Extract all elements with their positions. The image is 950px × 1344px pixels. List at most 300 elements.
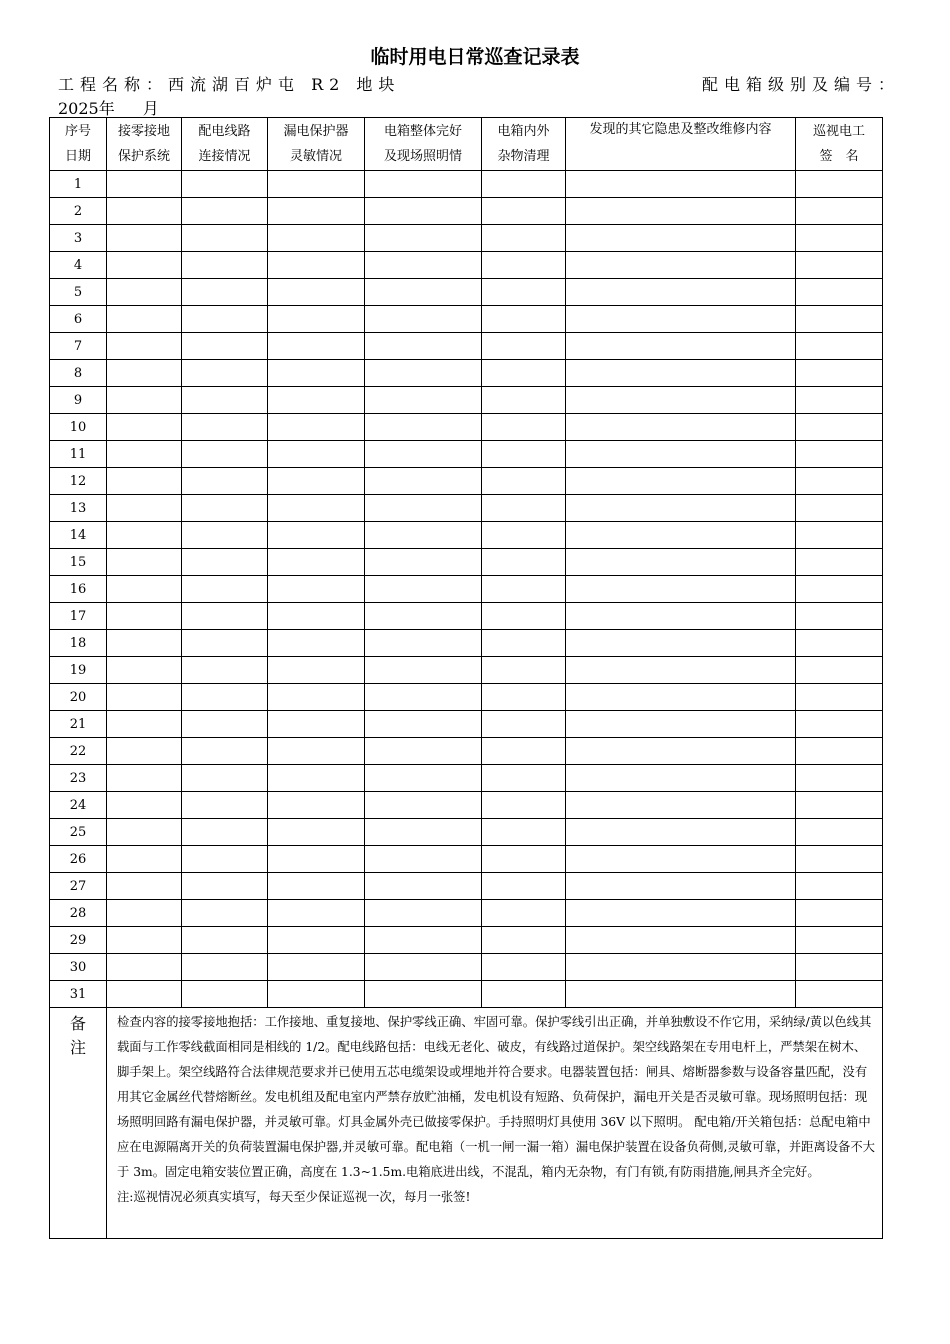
col-header-box-condition: 电箱整体完好 及现场照明情 bbox=[365, 118, 482, 171]
entry-cell[interactable] bbox=[182, 198, 268, 225]
entry-cell[interactable] bbox=[566, 711, 796, 738]
entry-cell[interactable] bbox=[107, 441, 182, 468]
day-number: 3 bbox=[50, 225, 107, 252]
table-row bbox=[50, 306, 883, 333]
entry-cell[interactable] bbox=[566, 657, 796, 684]
entry-cell[interactable] bbox=[482, 819, 566, 846]
entry-cell[interactable] bbox=[566, 387, 796, 414]
entry-cell[interactable] bbox=[566, 630, 796, 657]
entry-cell[interactable] bbox=[796, 684, 883, 711]
entry-cell[interactable] bbox=[365, 792, 482, 819]
year-value[interactable]: 2025 bbox=[58, 99, 99, 118]
entry-cell[interactable] bbox=[796, 252, 883, 279]
table-row bbox=[50, 765, 883, 792]
entry-cell[interactable] bbox=[482, 873, 566, 900]
entry-cell[interactable] bbox=[796, 522, 883, 549]
entry-cell[interactable] bbox=[365, 549, 482, 576]
entry-cell[interactable] bbox=[796, 846, 883, 873]
entry-cell[interactable] bbox=[566, 306, 796, 333]
entry-cell[interactable] bbox=[182, 549, 268, 576]
entry-cell[interactable] bbox=[566, 252, 796, 279]
entry-cell[interactable] bbox=[566, 576, 796, 603]
entry-cell[interactable] bbox=[566, 441, 796, 468]
day-number: 22 bbox=[50, 738, 107, 765]
header-line bbox=[58, 72, 900, 92]
entry-cell[interactable] bbox=[268, 333, 365, 360]
entry-cell[interactable] bbox=[482, 900, 566, 927]
day-number: 8 bbox=[50, 360, 107, 387]
entry-cell[interactable] bbox=[482, 954, 566, 981]
entry-cell[interactable] bbox=[107, 279, 182, 306]
entry-cell[interactable] bbox=[482, 360, 566, 387]
table-row bbox=[50, 819, 883, 846]
entry-cell[interactable] bbox=[482, 684, 566, 711]
project-name[interactable]: 西流湖百炉屯 R2 地块 bbox=[168, 75, 401, 94]
entry-cell[interactable] bbox=[182, 387, 268, 414]
entry-cell[interactable] bbox=[107, 252, 182, 279]
entry-cell[interactable] bbox=[268, 279, 365, 306]
entry-cell[interactable] bbox=[482, 495, 566, 522]
entry-cell[interactable] bbox=[182, 414, 268, 441]
entry-cell[interactable] bbox=[268, 765, 365, 792]
entry-cell[interactable] bbox=[482, 927, 566, 954]
entry-cell[interactable] bbox=[365, 738, 482, 765]
table-row bbox=[50, 576, 883, 603]
entry-cell[interactable] bbox=[182, 225, 268, 252]
entry-cell[interactable] bbox=[796, 549, 883, 576]
entry-cell[interactable] bbox=[107, 765, 182, 792]
entry-cell[interactable] bbox=[107, 873, 182, 900]
entry-cell[interactable] bbox=[268, 306, 365, 333]
entry-cell[interactable] bbox=[268, 630, 365, 657]
day-number: 2 bbox=[50, 198, 107, 225]
entry-cell[interactable] bbox=[107, 657, 182, 684]
entry-cell[interactable] bbox=[107, 576, 182, 603]
entry-cell[interactable] bbox=[182, 306, 268, 333]
entry-cell[interactable] bbox=[365, 171, 482, 198]
entry-cell[interactable] bbox=[566, 279, 796, 306]
entry-cell[interactable] bbox=[268, 387, 365, 414]
entry-cell[interactable] bbox=[107, 792, 182, 819]
entry-cell[interactable] bbox=[566, 603, 796, 630]
table-row bbox=[50, 981, 883, 1008]
entry-cell[interactable] bbox=[482, 441, 566, 468]
entry-cell[interactable] bbox=[365, 468, 482, 495]
entry-cell[interactable] bbox=[482, 549, 566, 576]
page-title: 临时用电日常巡查记录表 bbox=[370, 46, 580, 68]
entry-cell[interactable] bbox=[796, 441, 883, 468]
entry-cell[interactable] bbox=[482, 414, 566, 441]
entry-cell[interactable] bbox=[107, 711, 182, 738]
entry-cell[interactable] bbox=[182, 522, 268, 549]
table-row bbox=[50, 738, 883, 765]
entry-cell[interactable] bbox=[268, 252, 365, 279]
entry-cell[interactable] bbox=[268, 738, 365, 765]
table-header-row bbox=[50, 118, 883, 171]
table-row bbox=[50, 198, 883, 225]
entry-cell[interactable] bbox=[182, 360, 268, 387]
entry-cell[interactable] bbox=[365, 522, 482, 549]
entry-cell[interactable] bbox=[796, 468, 883, 495]
day-number: 17 bbox=[50, 603, 107, 630]
day-number: 26 bbox=[50, 846, 107, 873]
entry-cell[interactable] bbox=[482, 306, 566, 333]
entry-cell[interactable] bbox=[107, 900, 182, 927]
table-row bbox=[50, 468, 883, 495]
entry-cell[interactable] bbox=[365, 252, 482, 279]
entry-cell[interactable] bbox=[107, 522, 182, 549]
entry-cell[interactable] bbox=[796, 738, 883, 765]
entry-cell[interactable] bbox=[268, 711, 365, 738]
entry-cell[interactable] bbox=[182, 711, 268, 738]
remarks-content bbox=[107, 1008, 883, 1239]
entry-cell[interactable] bbox=[566, 225, 796, 252]
day-number: 9 bbox=[50, 387, 107, 414]
table-row bbox=[50, 927, 883, 954]
entry-cell[interactable] bbox=[482, 387, 566, 414]
entry-cell[interactable] bbox=[268, 576, 365, 603]
day-number: 18 bbox=[50, 630, 107, 657]
entry-cell[interactable] bbox=[268, 198, 365, 225]
entry-cell[interactable] bbox=[482, 576, 566, 603]
project-field bbox=[58, 72, 400, 95]
entry-cell[interactable] bbox=[182, 576, 268, 603]
entry-cell[interactable] bbox=[107, 333, 182, 360]
table-row bbox=[50, 522, 883, 549]
table-row bbox=[50, 360, 883, 387]
day-number: 4 bbox=[50, 252, 107, 279]
remarks-row bbox=[50, 1008, 883, 1239]
col-header-hazards: 发现的其它隐患及整改维修内容 bbox=[566, 118, 796, 171]
col-header-signature: 巡视电工 签 名 bbox=[796, 118, 883, 171]
entry-cell[interactable] bbox=[107, 630, 182, 657]
entry-cell[interactable] bbox=[566, 414, 796, 441]
entry-cell[interactable] bbox=[482, 738, 566, 765]
table-row bbox=[50, 900, 883, 927]
entry-cell[interactable] bbox=[796, 198, 883, 225]
entry-cell[interactable] bbox=[796, 414, 883, 441]
day-number: 10 bbox=[50, 414, 107, 441]
entry-cell[interactable] bbox=[182, 819, 268, 846]
entry-cell[interactable] bbox=[182, 603, 268, 630]
day-number: 20 bbox=[50, 684, 107, 711]
entry-cell[interactable] bbox=[365, 306, 482, 333]
entry-cell[interactable] bbox=[365, 360, 482, 387]
entry-cell[interactable] bbox=[182, 738, 268, 765]
entry-cell[interactable] bbox=[482, 792, 566, 819]
remarks-body: 检查内容的接零接地抱括：工作接地、重复接地、保护零线正确、牢固可靠。保护零线引出正确，并单独敷设不作它用，采纳绿/黄以色线其载面与工作零线截面相同是相线的 1/2。配电线路包括：电线无老化、破皮，有线路过道保护。架空线路架在专用电杆上，严禁架在树木、脚手架上。架空线路符合法律规范要求并已使用五芯电缆架设或埋地并符合要求。电器装置包括：闸具、熔断器参数与设备容量匹配，没有用其它金属丝代替熔断丝。发电机组及配电室内严禁存放贮油桶，发电机设有短路、负荷保护，漏电开关是否灵敏可靠。现场照明包括：现场照明回路有漏电保护器，并灵敏可靠。灯具金属外壳已做接零保护。手持照明灯具使用 36V 以下照明。 配电箱/开关箱包括：总配电箱中应在电源隔离开关的负荷装置漏电保护器,并灵敏可靠。配电箱（一机一闸一漏一箱）漏电保护装置在设备负荷侧,灵敏可靠，并距离设备不大于 3m。固定电箱安装位置正确，高度在 1.3~1.5m.电箱底进出线，不混乱，箱内无杂物，有门有锁,有防雨措施,闸具齐全完好。 bbox=[117, 1015, 875, 1179]
day-number: 24 bbox=[50, 792, 107, 819]
entry-cell[interactable] bbox=[107, 549, 182, 576]
day-number: 15 bbox=[50, 549, 107, 576]
entry-cell[interactable] bbox=[365, 198, 482, 225]
table-row bbox=[50, 414, 883, 441]
entry-cell[interactable] bbox=[566, 198, 796, 225]
project-label: 工程名称： bbox=[58, 75, 169, 94]
entry-cell[interactable] bbox=[796, 954, 883, 981]
entry-cell[interactable] bbox=[566, 927, 796, 954]
table-row bbox=[50, 441, 883, 468]
entry-cell[interactable] bbox=[566, 819, 796, 846]
entry-cell[interactable] bbox=[182, 792, 268, 819]
entry-cell[interactable] bbox=[268, 441, 365, 468]
entry-cell[interactable] bbox=[566, 792, 796, 819]
day-number: 27 bbox=[50, 873, 107, 900]
entry-cell[interactable] bbox=[182, 765, 268, 792]
entry-cell[interactable] bbox=[482, 252, 566, 279]
entry-cell[interactable] bbox=[182, 252, 268, 279]
entry-cell[interactable] bbox=[365, 765, 482, 792]
day-number: 12 bbox=[50, 468, 107, 495]
box-label[interactable]: 配电箱级别及编号： bbox=[701, 75, 900, 94]
table-row bbox=[50, 711, 883, 738]
entry-cell[interactable] bbox=[268, 927, 365, 954]
entry-cell[interactable] bbox=[796, 360, 883, 387]
table-row bbox=[50, 549, 883, 576]
day-number: 1 bbox=[50, 171, 107, 198]
entry-cell[interactable] bbox=[482, 225, 566, 252]
entry-cell[interactable] bbox=[268, 522, 365, 549]
entry-cell[interactable] bbox=[796, 495, 883, 522]
entry-cell[interactable] bbox=[107, 495, 182, 522]
day-number: 11 bbox=[50, 441, 107, 468]
entry-cell[interactable] bbox=[566, 684, 796, 711]
entry-cell[interactable] bbox=[268, 171, 365, 198]
entry-cell[interactable] bbox=[107, 225, 182, 252]
entry-cell[interactable] bbox=[268, 414, 365, 441]
entry-cell[interactable] bbox=[268, 360, 365, 387]
table-row bbox=[50, 954, 883, 981]
entry-cell[interactable] bbox=[796, 333, 883, 360]
entry-cell[interactable] bbox=[566, 495, 796, 522]
entry-cell[interactable] bbox=[796, 576, 883, 603]
entry-cell[interactable] bbox=[796, 819, 883, 846]
entry-cell[interactable] bbox=[796, 711, 883, 738]
entry-cell[interactable] bbox=[365, 873, 482, 900]
table-row bbox=[50, 792, 883, 819]
entry-cell[interactable] bbox=[107, 927, 182, 954]
entry-cell[interactable] bbox=[182, 954, 268, 981]
entry-cell[interactable] bbox=[365, 684, 482, 711]
entry-cell[interactable] bbox=[365, 846, 482, 873]
entry-cell[interactable] bbox=[268, 603, 365, 630]
table-row bbox=[50, 657, 883, 684]
entry-cell[interactable] bbox=[107, 684, 182, 711]
entry-cell[interactable] bbox=[566, 171, 796, 198]
entry-cell[interactable] bbox=[182, 927, 268, 954]
entry-cell[interactable] bbox=[566, 900, 796, 927]
table-row bbox=[50, 252, 883, 279]
entry-cell[interactable] bbox=[365, 225, 482, 252]
day-number: 29 bbox=[50, 927, 107, 954]
entry-cell[interactable] bbox=[566, 468, 796, 495]
entry-cell[interactable] bbox=[365, 954, 482, 981]
entry-cell[interactable] bbox=[107, 954, 182, 981]
entry-cell[interactable] bbox=[566, 954, 796, 981]
entry-cell[interactable] bbox=[566, 549, 796, 576]
day-number: 5 bbox=[50, 279, 107, 306]
entry-cell[interactable] bbox=[107, 414, 182, 441]
entry-cell[interactable] bbox=[107, 846, 182, 873]
col-header-date: 序号 日期 bbox=[50, 118, 107, 171]
entry-cell[interactable] bbox=[482, 630, 566, 657]
entry-cell[interactable] bbox=[796, 306, 883, 333]
entry-cell[interactable] bbox=[268, 684, 365, 711]
entry-cell[interactable] bbox=[365, 576, 482, 603]
entry-cell[interactable] bbox=[268, 225, 365, 252]
entry-cell[interactable] bbox=[268, 495, 365, 522]
day-number: 31 bbox=[50, 981, 107, 1008]
table-row bbox=[50, 279, 883, 306]
day-number: 7 bbox=[50, 333, 107, 360]
entry-cell[interactable] bbox=[107, 306, 182, 333]
entry-cell[interactable] bbox=[268, 792, 365, 819]
entry-cell[interactable] bbox=[796, 927, 883, 954]
entry-cell[interactable] bbox=[482, 171, 566, 198]
entry-cell[interactable] bbox=[482, 279, 566, 306]
day-number: 14 bbox=[50, 522, 107, 549]
day-number: 23 bbox=[50, 765, 107, 792]
entry-cell[interactable] bbox=[268, 549, 365, 576]
entry-cell[interactable] bbox=[482, 711, 566, 738]
entry-cell[interactable] bbox=[107, 360, 182, 387]
entry-cell[interactable] bbox=[107, 738, 182, 765]
entry-cell[interactable] bbox=[268, 846, 365, 873]
entry-cell[interactable] bbox=[182, 846, 268, 873]
entry-cell[interactable] bbox=[182, 981, 268, 1008]
entry-cell[interactable] bbox=[566, 873, 796, 900]
entry-cell[interactable] bbox=[365, 333, 482, 360]
entry-cell[interactable] bbox=[365, 981, 482, 1008]
entry-cell[interactable] bbox=[482, 846, 566, 873]
entry-cell[interactable] bbox=[566, 765, 796, 792]
entry-cell[interactable] bbox=[796, 900, 883, 927]
entry-cell[interactable] bbox=[268, 468, 365, 495]
entry-cell[interactable] bbox=[182, 873, 268, 900]
entry-cell[interactable] bbox=[365, 603, 482, 630]
entry-cell[interactable] bbox=[182, 657, 268, 684]
table-row bbox=[50, 387, 883, 414]
entry-cell[interactable] bbox=[365, 657, 482, 684]
entry-cell[interactable] bbox=[566, 360, 796, 387]
entry-cell[interactable] bbox=[566, 522, 796, 549]
entry-cell[interactable] bbox=[182, 900, 268, 927]
table-row bbox=[50, 684, 883, 711]
entry-cell[interactable] bbox=[268, 900, 365, 927]
col-header-grounding: 接零接地 保护系统 bbox=[107, 118, 182, 171]
entry-cell[interactable] bbox=[107, 468, 182, 495]
day-number: 6 bbox=[50, 306, 107, 333]
entry-cell[interactable] bbox=[482, 765, 566, 792]
day-number: 25 bbox=[50, 819, 107, 846]
entry-cell[interactable] bbox=[365, 711, 482, 738]
entry-cell[interactable] bbox=[796, 603, 883, 630]
entry-cell[interactable] bbox=[182, 333, 268, 360]
remarks-label: 备 注 bbox=[50, 1008, 107, 1239]
entry-cell[interactable] bbox=[796, 630, 883, 657]
col-header-leakage-protector: 漏电保护器 灵敏情况 bbox=[268, 118, 365, 171]
entry-cell[interactable] bbox=[107, 198, 182, 225]
day-number: 13 bbox=[50, 495, 107, 522]
table-row bbox=[50, 225, 883, 252]
entry-cell[interactable] bbox=[365, 495, 482, 522]
entry-cell[interactable] bbox=[482, 981, 566, 1008]
table-row bbox=[50, 495, 883, 522]
inspection-table bbox=[49, 117, 883, 1239]
entry-cell[interactable] bbox=[182, 468, 268, 495]
entry-cell[interactable] bbox=[796, 981, 883, 1008]
day-number: 30 bbox=[50, 954, 107, 981]
entry-cell[interactable] bbox=[796, 171, 883, 198]
entry-cell[interactable] bbox=[482, 468, 566, 495]
entry-cell[interactable] bbox=[182, 171, 268, 198]
entry-cell[interactable] bbox=[365, 819, 482, 846]
entry-cell[interactable] bbox=[365, 441, 482, 468]
table-row bbox=[50, 333, 883, 360]
entry-cell[interactable] bbox=[182, 279, 268, 306]
day-number: 28 bbox=[50, 900, 107, 927]
entry-cell[interactable] bbox=[796, 765, 883, 792]
entry-cell[interactable] bbox=[566, 981, 796, 1008]
entry-cell[interactable] bbox=[796, 225, 883, 252]
entry-cell[interactable] bbox=[482, 522, 566, 549]
entry-cell[interactable] bbox=[268, 981, 365, 1008]
entry-cell[interactable] bbox=[107, 819, 182, 846]
entry-cell[interactable] bbox=[566, 738, 796, 765]
entry-cell[interactable] bbox=[796, 873, 883, 900]
entry-cell[interactable] bbox=[365, 279, 482, 306]
entry-cell[interactable] bbox=[182, 495, 268, 522]
entry-cell[interactable] bbox=[107, 603, 182, 630]
entry-cell[interactable] bbox=[107, 171, 182, 198]
remarks-note: 注:巡视情况必须真实填写，每天至少保证巡视一次，每月一张签! bbox=[117, 1190, 471, 1204]
entry-cell[interactable] bbox=[482, 603, 566, 630]
entry-cell[interactable] bbox=[182, 630, 268, 657]
entry-cell[interactable] bbox=[182, 684, 268, 711]
entry-cell[interactable] bbox=[182, 441, 268, 468]
entry-cell[interactable] bbox=[365, 630, 482, 657]
entry-cell[interactable] bbox=[796, 792, 883, 819]
entry-cell[interactable] bbox=[796, 387, 883, 414]
entry-cell[interactable] bbox=[482, 333, 566, 360]
day-number: 19 bbox=[50, 657, 107, 684]
entry-cell[interactable] bbox=[365, 387, 482, 414]
entry-cell[interactable] bbox=[566, 846, 796, 873]
entry-cell[interactable] bbox=[796, 657, 883, 684]
entry-cell[interactable] bbox=[796, 279, 883, 306]
entry-cell[interactable] bbox=[268, 873, 365, 900]
entry-cell[interactable] bbox=[268, 819, 365, 846]
col-header-wiring: 配电线路 连接情况 bbox=[182, 118, 268, 171]
table-row bbox=[50, 873, 883, 900]
entry-cell[interactable] bbox=[107, 981, 182, 1008]
entry-cell[interactable] bbox=[268, 954, 365, 981]
entry-cell[interactable] bbox=[482, 657, 566, 684]
table-body bbox=[50, 171, 883, 1008]
entry-cell[interactable] bbox=[566, 333, 796, 360]
table-row bbox=[50, 630, 883, 657]
entry-cell[interactable] bbox=[365, 927, 482, 954]
entry-cell[interactable] bbox=[482, 198, 566, 225]
entry-cell[interactable] bbox=[268, 657, 365, 684]
day-number: 21 bbox=[50, 711, 107, 738]
day-number: 16 bbox=[50, 576, 107, 603]
year-unit: 年 bbox=[98, 99, 115, 118]
entry-cell[interactable] bbox=[365, 900, 482, 927]
entry-cell[interactable] bbox=[365, 414, 482, 441]
entry-cell[interactable] bbox=[107, 387, 182, 414]
table-row bbox=[50, 171, 883, 198]
